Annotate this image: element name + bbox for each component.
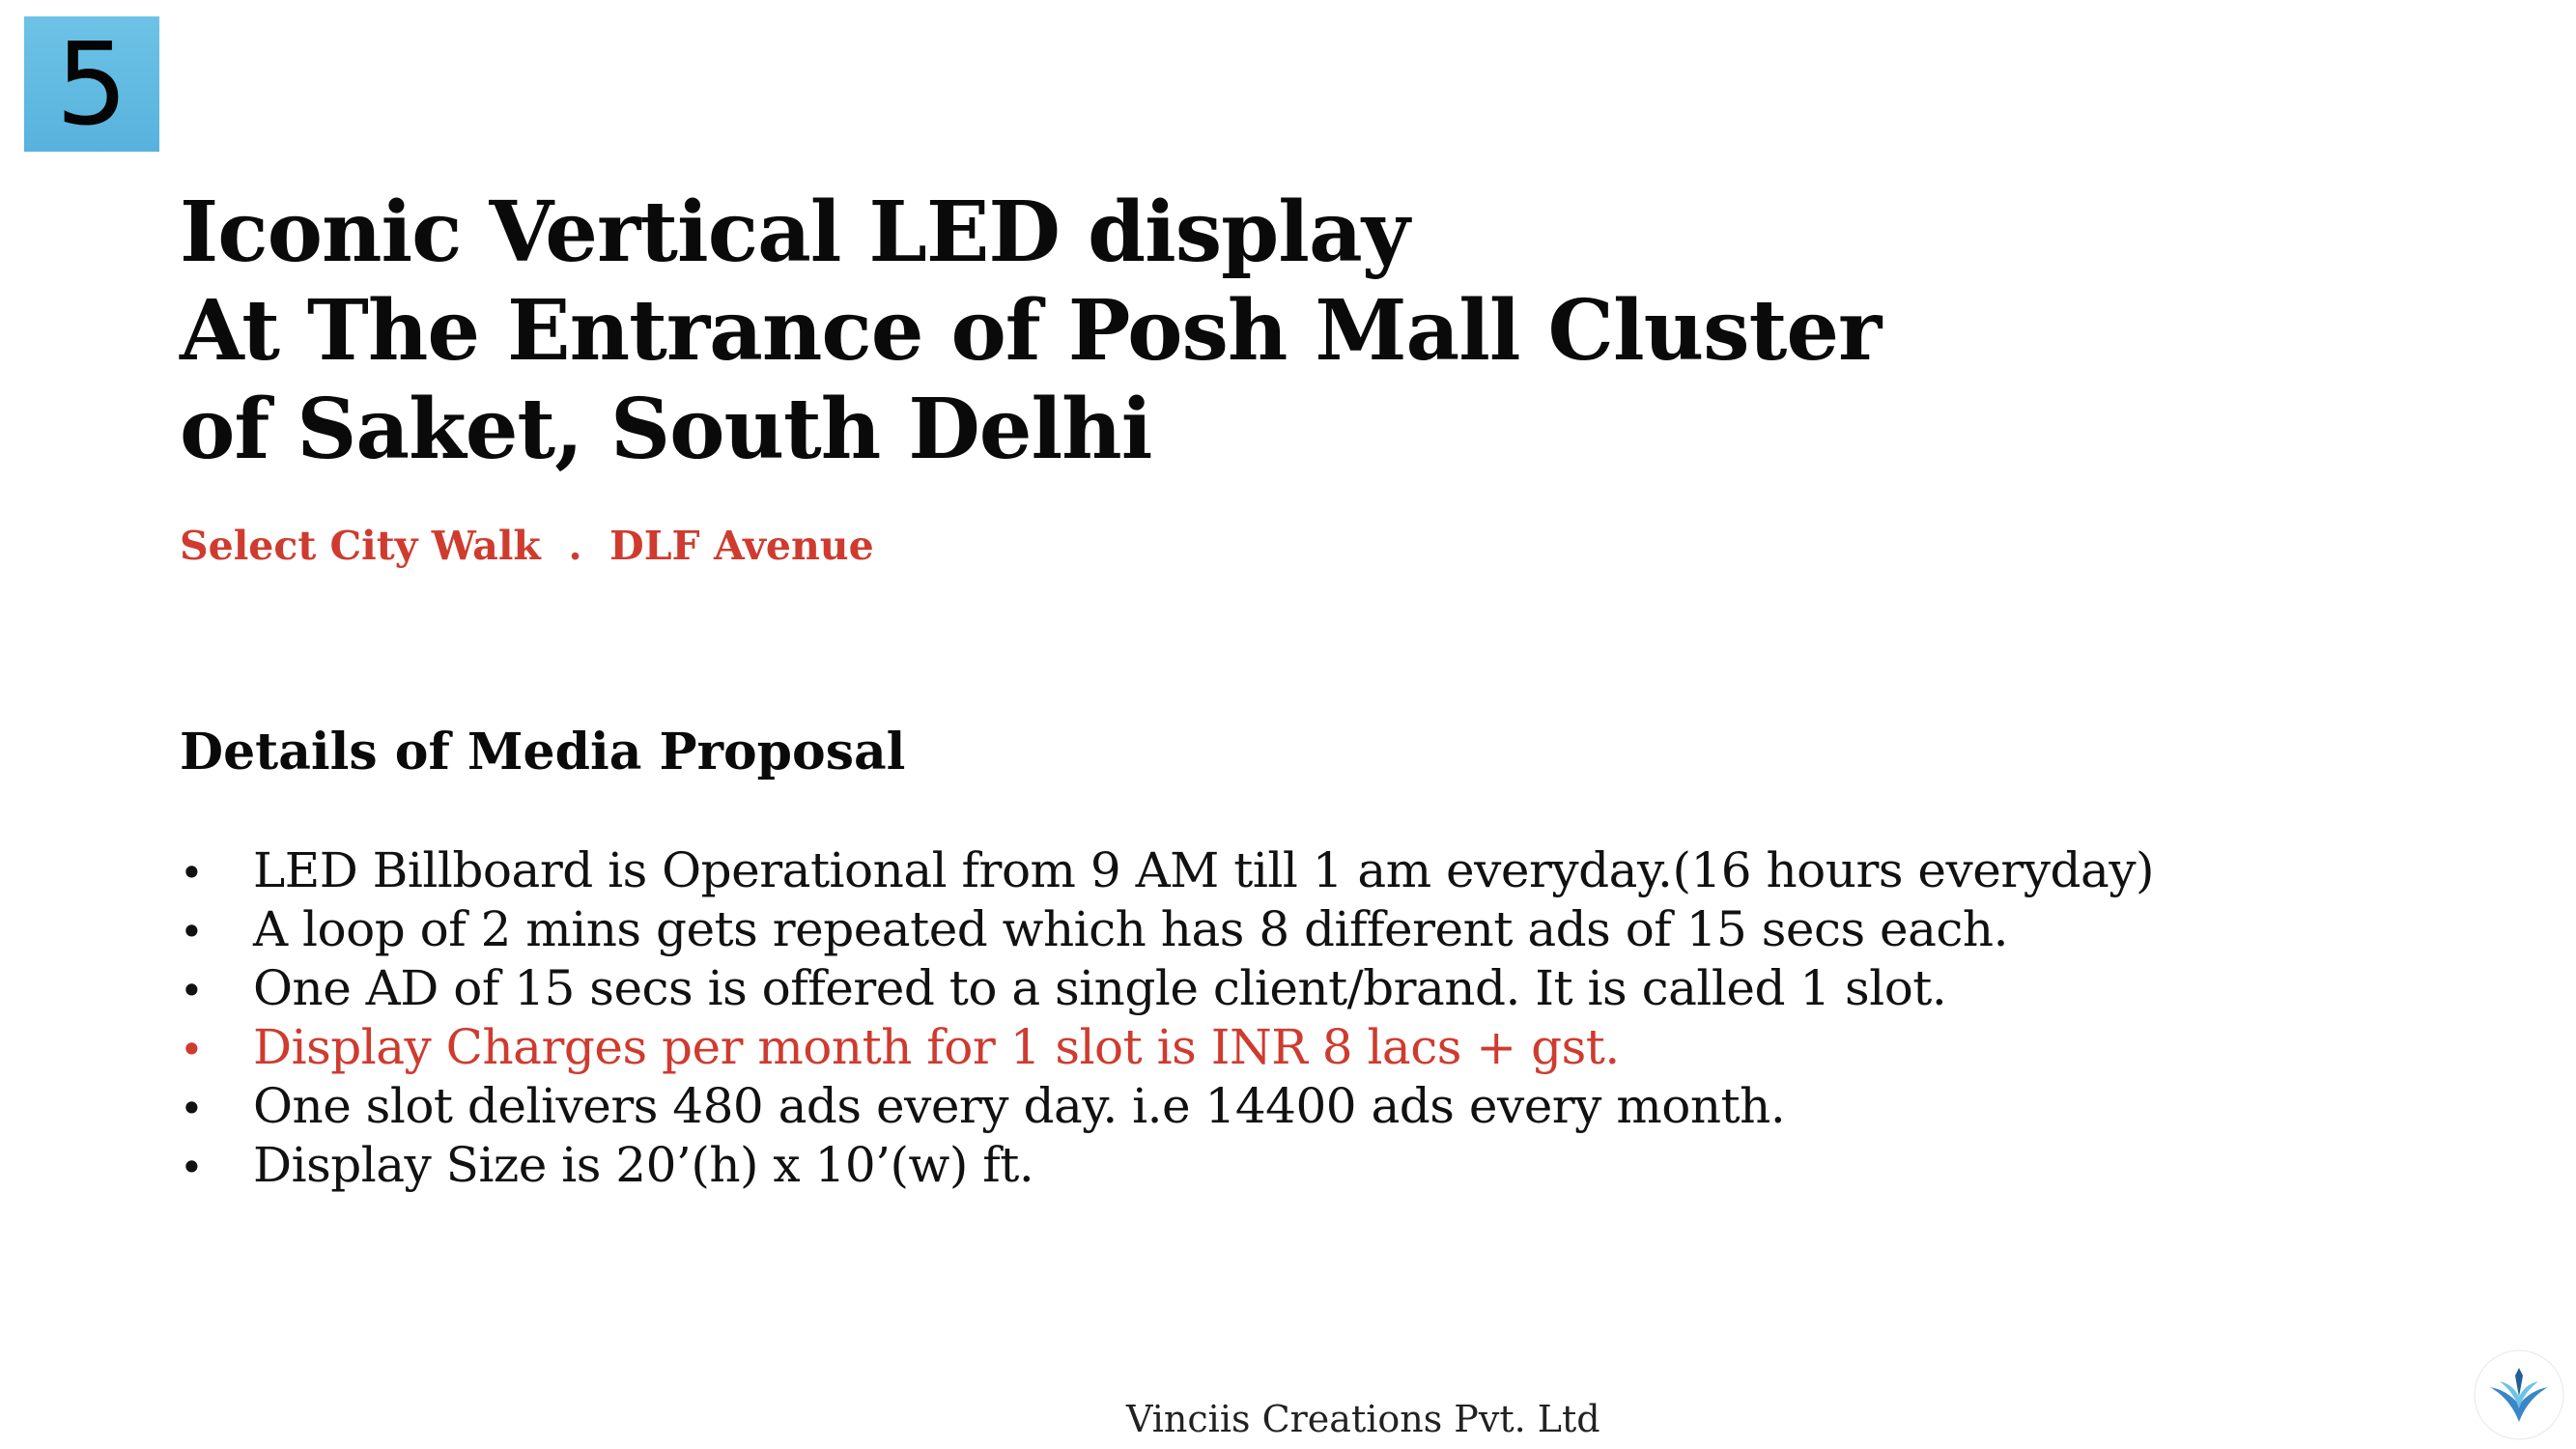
list-item-text: A loop of 2 mins gets repeated which has 8 different ads of 15 secs each. (253, 901, 2009, 957)
list-item-text: One slot delivers 480 ads every day. i.e 14400 ads every month. (253, 1078, 1786, 1134)
bullet-icon: • (180, 908, 204, 955)
list-item (180, 960, 2154, 1019)
bullet-icon: • (180, 1085, 204, 1132)
bullet-icon: • (180, 967, 204, 1014)
list-item-text: Display Size is 20’(h) x 10’(w) ft. (253, 1137, 1034, 1193)
footer-company-name: Vinciis Creations Pvt. Ltd (1126, 1398, 1600, 1440)
location-subtitle: Select City Walk . DLF Avenue (180, 523, 874, 569)
list-item-text: One AD of 15 secs is offered to a single client/brand. It is called 1 slot. (253, 960, 1947, 1016)
section-heading: Details of Media Proposal (180, 723, 906, 781)
list-item-text: Display Charges per month for 1 slot is INR 8 lacs + gst. (253, 1019, 1620, 1075)
list-item (180, 1137, 2154, 1196)
list-item-text: LED Billboard is Operational from 9 AM till 1 am everyday.(16 hours everyday) (253, 842, 2155, 898)
bullet-icon: • (180, 1026, 204, 1073)
bullet-icon: • (180, 849, 204, 896)
title-line-1: Iconic Vertical LED display (180, 184, 1409, 281)
page-number: 5 (55, 17, 128, 151)
title-line-2: At The Entrance of Posh Mall Cluster (180, 282, 1882, 380)
proposal-details-list (180, 842, 2154, 1196)
list-item (180, 1078, 2154, 1137)
v-wings-logo-icon (2471, 1347, 2567, 1443)
bullet-icon: • (180, 1144, 204, 1191)
list-item (180, 901, 2154, 960)
list-item (180, 842, 2154, 901)
page-title (180, 184, 1881, 479)
list-item-highlight (180, 1019, 2154, 1078)
page-number-badge (24, 16, 159, 152)
title-line-3: of Saket, South Delhi (180, 381, 1152, 478)
